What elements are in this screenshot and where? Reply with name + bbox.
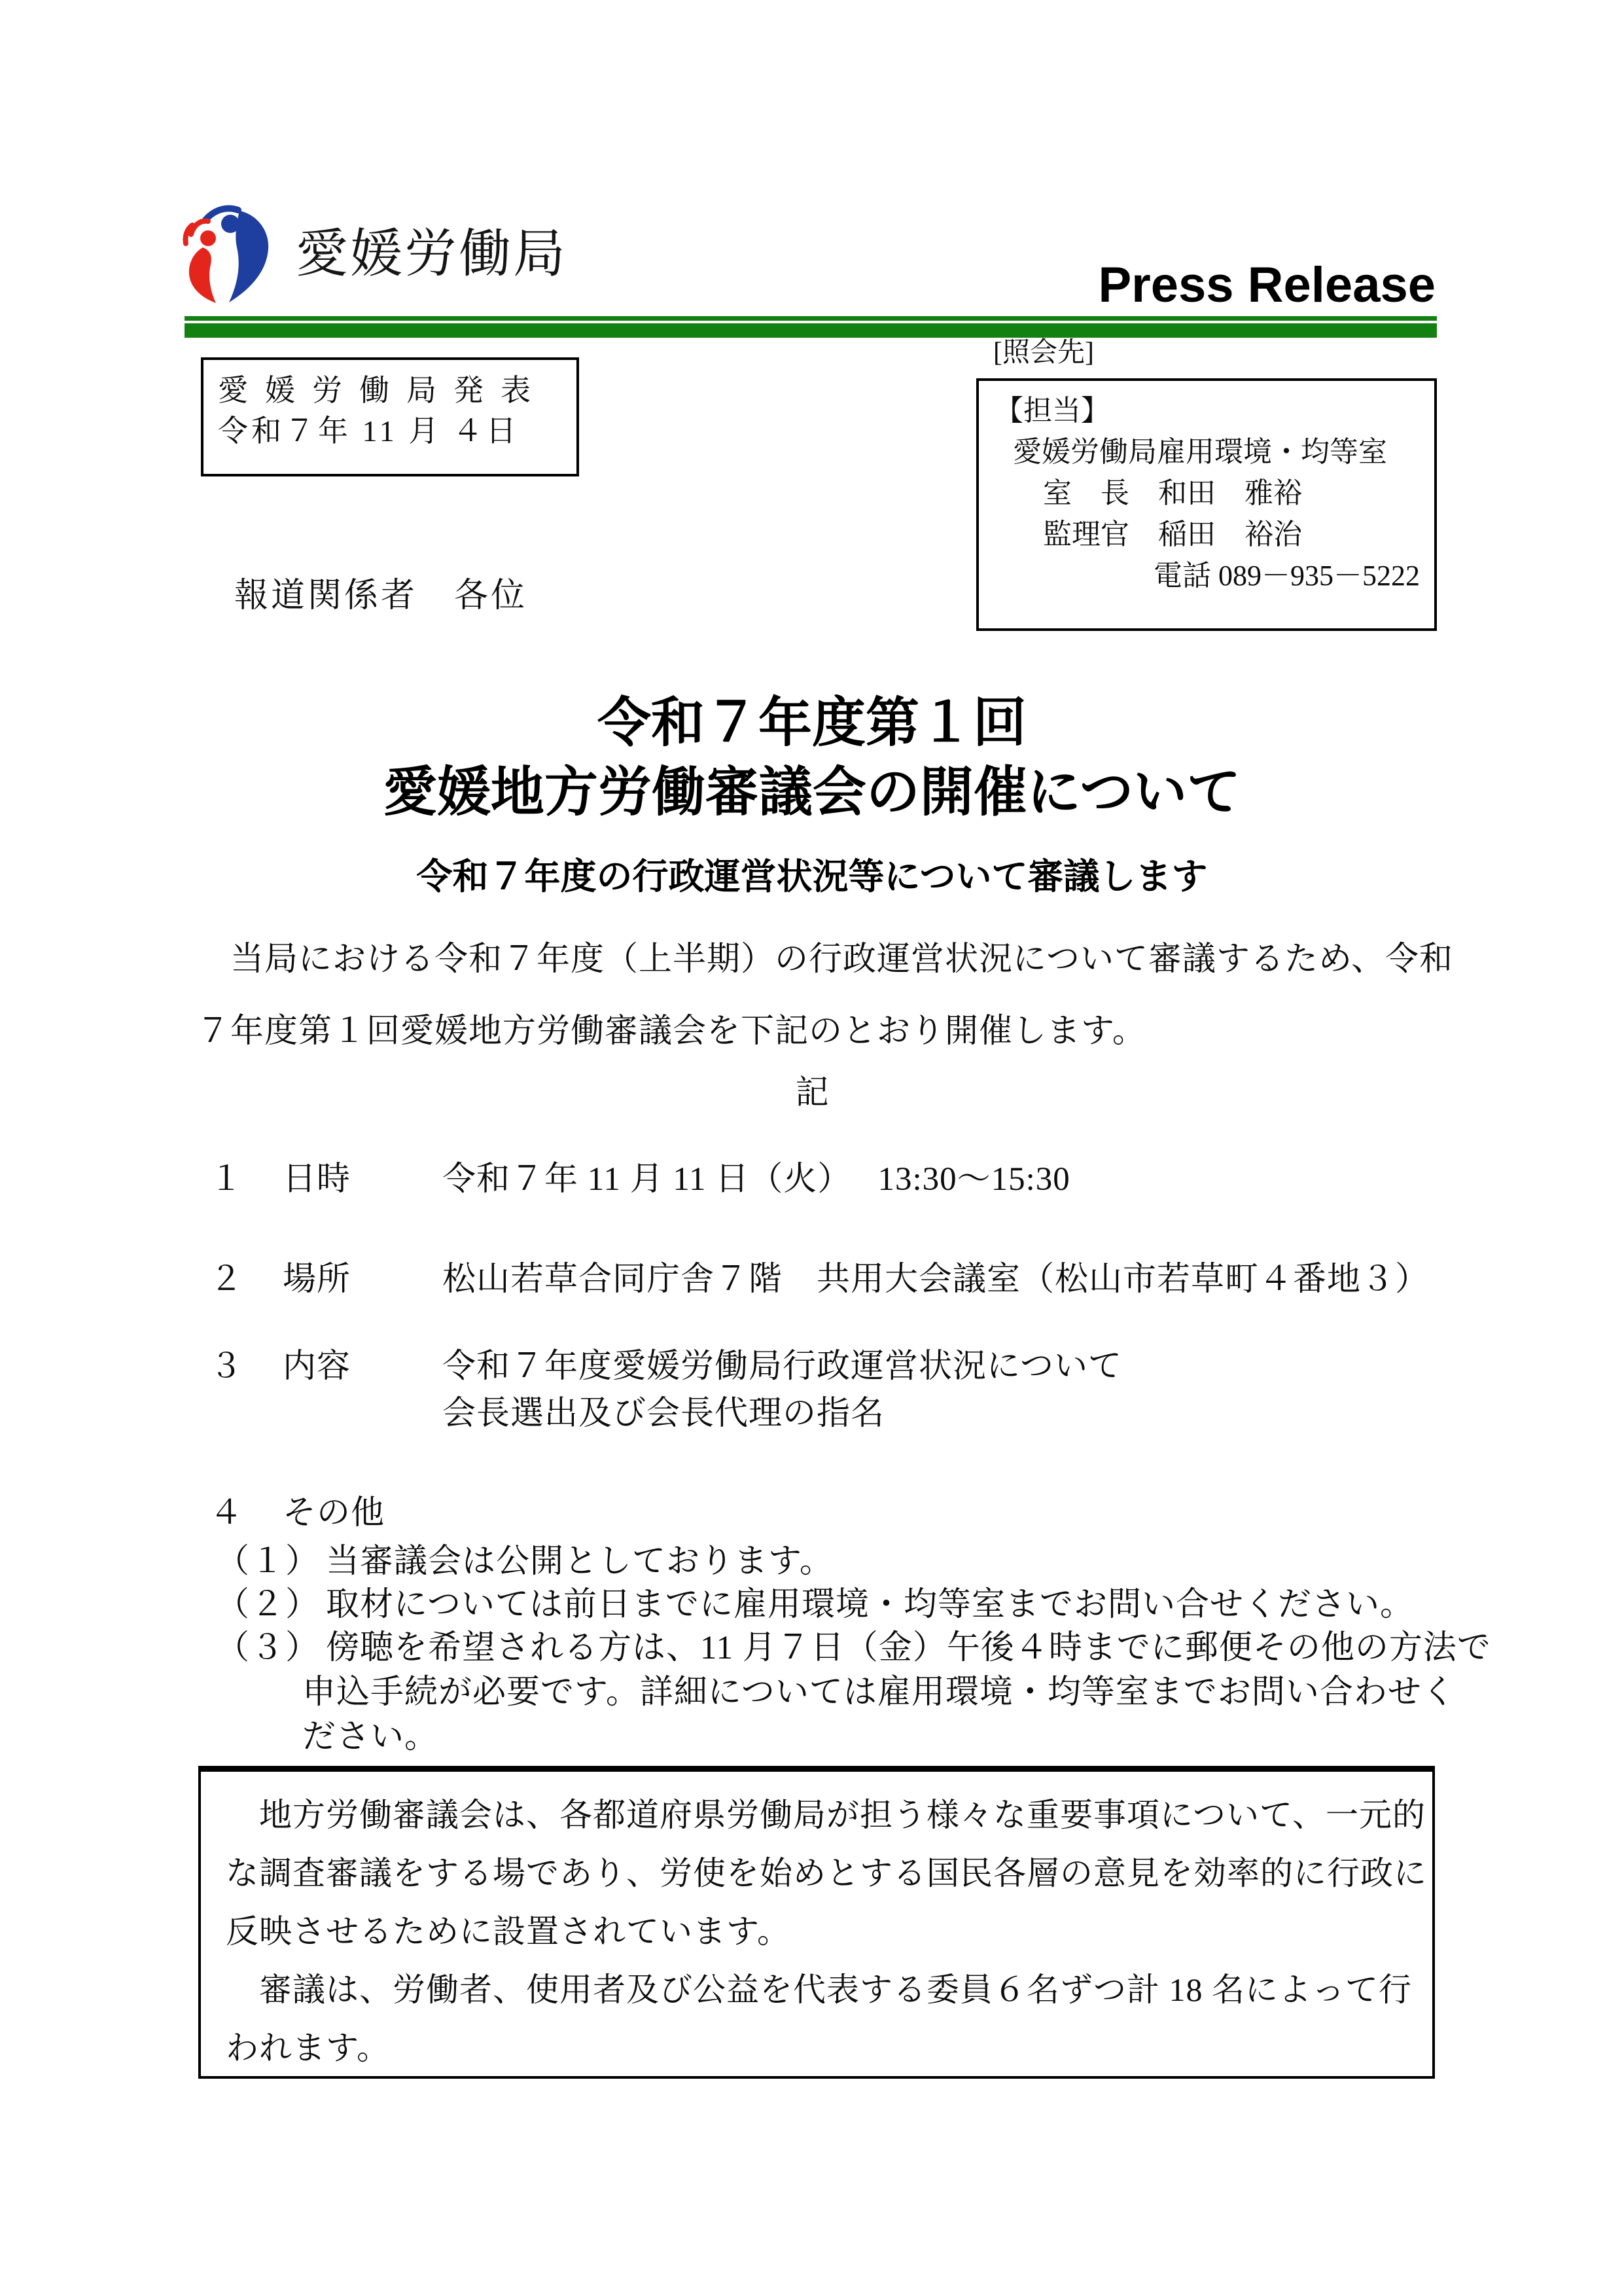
note-line-4: 審議は、労働者、使用者及び公益を代表する委員６名ずつ計 18 名によって行 xyxy=(226,1971,1412,2008)
lead-paragraph-line2: ７年度第１回愛媛地方労働審議会を下記のとおり開催します。 xyxy=(196,1013,1146,1050)
item-1-label xyxy=(209,1160,351,1200)
item-4-label xyxy=(209,1494,385,1534)
item-3-value-line2: 会長選出及び会長代理の指名 xyxy=(442,1395,885,1432)
green-divider xyxy=(185,316,1437,338)
subitem-1-number: （１） xyxy=(216,1543,321,1580)
contact-person-2: 監理官 稲田 裕治 xyxy=(1043,518,1302,550)
item-3-number: ３ xyxy=(209,1348,244,1385)
subitem-1-text: 当審議会は公開としております。 xyxy=(326,1543,834,1580)
contact-person-1: 室 長 和田 雅裕 xyxy=(1043,477,1302,509)
item-3-label xyxy=(209,1347,351,1387)
bureau-name: 愛媛労働局 xyxy=(296,224,567,283)
note-line-5: われます。 xyxy=(226,2030,390,2066)
subitem-3 xyxy=(216,1628,1491,1668)
doc-title-line1: 令和７年度第１回 xyxy=(597,693,1027,753)
inquiry-label: [照会先] xyxy=(993,338,1094,368)
subitem-3-text-line2: 申込手続が必要です。詳細については雇用環境・均等室までお問い合わせく xyxy=(302,1674,1456,1711)
note-line-1: 地方労働審議会は、各都道府県労働局が担う様々な重要事項について、一元的 xyxy=(226,1797,1426,1833)
item-3-title: 内容 xyxy=(283,1348,351,1385)
subitem-3-text-line1: 傍聴を希望される方は、11 月７日（金）午後４時までに郵便その他の方法で xyxy=(326,1630,1491,1666)
item-4-title: その他 xyxy=(283,1495,385,1532)
ehime-labour-bureau-logo-icon xyxy=(182,204,275,306)
contact-phone: 電話 089－935－5222 xyxy=(1154,560,1420,592)
subitem-3-number: （３） xyxy=(216,1630,321,1666)
green-divider-thick-line xyxy=(185,323,1437,338)
item-3-value-line1: 令和７年度愛媛労働局行政運営状況について xyxy=(442,1348,1122,1385)
item-2-number: ２ xyxy=(209,1261,244,1298)
announcement-date: 令和７年 11 月 ４日 xyxy=(218,414,520,448)
note-line-3: 反映させるために設置されています。 xyxy=(226,1913,790,1950)
doc-subtitle: 令和７年度の行政運営状況等について審議します xyxy=(416,856,1208,897)
subitem-2 xyxy=(216,1585,1414,1625)
subitem-1 xyxy=(216,1542,834,1582)
doc-title-line2: 愛媛地方労働審議会の開催について xyxy=(383,762,1241,822)
announcement-box xyxy=(201,357,579,476)
subitem-3-text-line3: ださい。 xyxy=(302,1719,439,1755)
note-line-2: な調査審議をする場であり、労使を始めとする国民各層の意見を効率的に行政に xyxy=(226,1855,1427,1892)
note-box xyxy=(198,1766,1435,2079)
ki-marker: 記 xyxy=(795,1075,829,1111)
item-4-number: ４ xyxy=(209,1495,244,1532)
green-divider-thin-line xyxy=(185,316,1437,321)
item-2-label xyxy=(209,1260,351,1300)
contact-title: 【担当】 xyxy=(995,395,1110,427)
contact-department: 愛媛労働局雇用環境・均等室 xyxy=(1013,436,1387,468)
subitem-2-number: （２） xyxy=(216,1587,321,1623)
press-release-title: Press Release xyxy=(1098,257,1436,313)
item-2-value: 松山若草合同庁舎７階 共用大会議室（松山市若草町４番地３） xyxy=(442,1261,1430,1298)
item-2-title: 場所 xyxy=(283,1261,351,1298)
item-1-title: 日時 xyxy=(283,1161,351,1198)
item-1-number: １ xyxy=(209,1161,244,1198)
subitem-2-text: 取材については前日までに雇用環境・均等室までお問い合せください。 xyxy=(326,1587,1414,1623)
addressee: 報道関係者 各位 xyxy=(234,577,528,615)
contact-box xyxy=(976,378,1437,631)
announcement-issuer: 愛媛労働局発表 xyxy=(218,374,548,407)
item-1-value: 令和７年 11 月 11 日（火） 13:30～15:30 xyxy=(442,1161,1070,1198)
lead-paragraph-line1: 当局における令和７年度（上半期）の行政運営状況について審議するため、令和 xyxy=(196,941,1453,978)
